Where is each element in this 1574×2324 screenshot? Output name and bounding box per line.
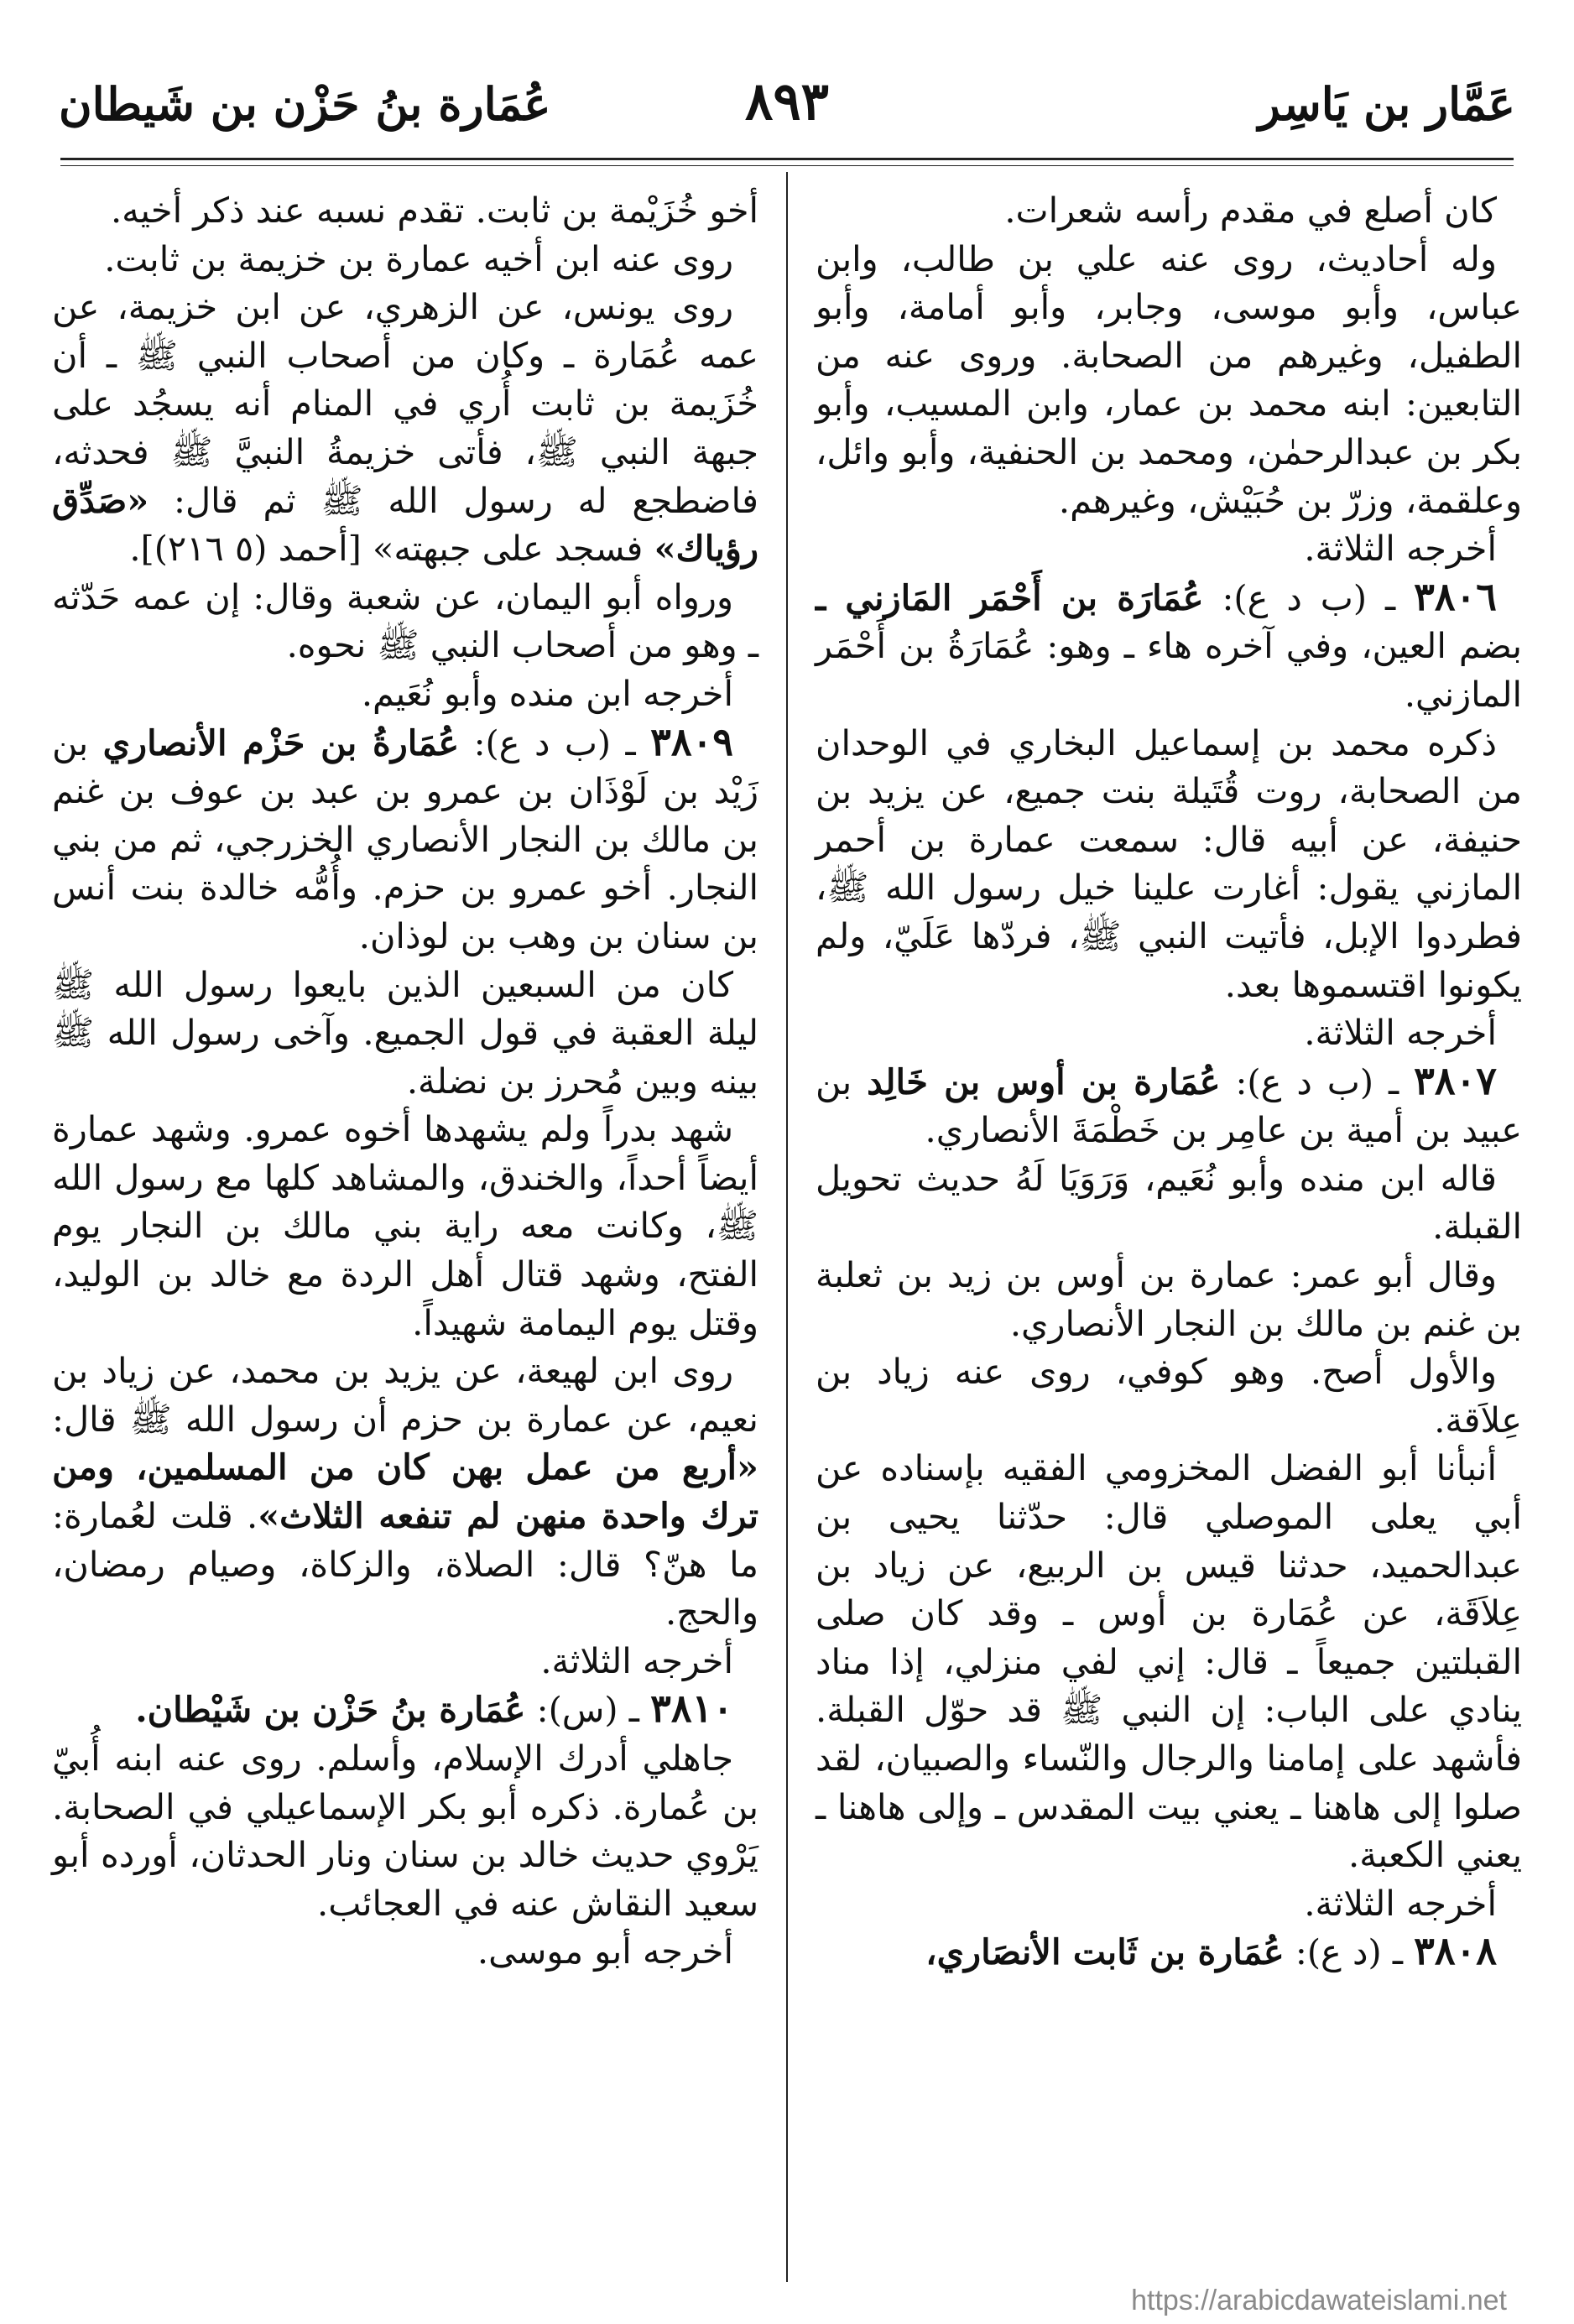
running-title-right: عَمَّار بن يَاسِر [1258,77,1515,131]
watermark-url: https://arabicdawateislami.net [1131,2285,1507,2316]
paragraph: وقال أبو عمر: عمارة بن أوس بن زيد بن ثعلبة بن غنم بن مالك بن النجار الأنصاري. [816,1254,1522,1344]
right-column [816,186,1522,1977]
paragraph: أخرجه الثلاثة. [1304,1012,1497,1054]
entry-paragraph [816,1927,1522,1977]
left-column [52,186,758,1976]
entry-number: ٣٨٠٦ [1414,573,1497,619]
paragraph: أخرجه الثلاثة. [540,1639,733,1681]
entry-name: عُمَارة بن ثَابت الأنصَاري، [925,1931,1285,1973]
header-rule-thick [60,158,1514,160]
paragraph: كان أصلع في مقدم رأسه شعرات. [1004,190,1497,231]
entry-tag: ـ (ب د ع): [1220,1060,1415,1102]
entry-paragraph [52,1685,758,1734]
paragraph: أخرجه ابن منده وأبو نُعَيم. [361,672,733,714]
entry-name: عُمَارة بنُ حَزْن بن شَيْطان. [135,1689,526,1731]
paragraph: كان من السبعين الذين بايعوا رسول الله ﷺ ليلة العقبة في قول الجميع. وآخى رسول الله ﷺ بينه وبين مُحرز بن نضلة. [52,963,758,1102]
paragraph: ورواه أبو اليمان، عن شعبة وقال: إن عمه حَدّثه ـ وهو من أصحاب النبي ﷺ نحوه. [52,576,758,666]
entry-number: ٣٨٠٨ [1414,1928,1497,1974]
entry-tag: ـ (د ع): [1284,1931,1415,1973]
entry-name: عُمَارةُ بن حَزْم الأنصاري [102,722,460,763]
paragraph: وله أحاديث، روى عنه علي بن طالب، وابن عباس، وأبو موسى، وجابر، وأبو أمامة، وأبو الطفيل، وغيرهم من الصحابة. وروى عنه من التابعين: ابنه محمد بن عمار، وابن المسيب، وأبو بكر بن عبدالرحمٰن، ومحمد بن الحنفية، وأبو وائل، وعلقمة، وزرّ بن حُبَيْش، وغيرهم. [816,237,1522,521]
paragraph: أنبأنا أبو الفضل المخزومي الفقيه بإسناده عن أبي يعلى الموصلي قال: حدّثنا يحيى بن عبدالحميد، حدثنا قيس بن الربيع، عن زياد بن عِلاَقَة، عن عُمَارة بن أوس ـ وقد كان صلى القبلتين جميعاً ـ قال: إني لفي منزلي، إذا مناد ينادي على الباب: إن النبي ﷺ قد حوّل القبلة. فأشهد على إمامنا والرجال والنّساء والصبيان، لقد صلوا إلى هاهنا ـ يعني بيت المقدس ـ وإلى هاهنا ـ يعني الكعبة. [816,1447,1522,1876]
entry-tag: ـ (ب د ع): [1203,576,1415,618]
paragraph: والأول أصح. وهو كوفي، روى عنه زياد بن عِلاَقة. [816,1351,1522,1441]
paragraph: أخرجه الثلاثة. [1304,528,1497,570]
paragraph: أخو خُزَيْمة بن ثابت. تقدم نسبه عند ذكر أخيه. [110,190,758,231]
entry-name: عُمَارة بن أوس بن خَالِد [867,1060,1221,1102]
paragraph: جاهلي أدرك الإسلام، وأسلم. روى عنه ابنه أُبيّ بن عُمارة. ذكره أبو بكر الإسماعيلي في الصحابة. يَرْوي حديث خالد بن سنان ونار الحدثان، أورده أبو سعيد النقاش عنه في العجائب. [52,1738,758,1924]
paragraph: أخرجه أبو موسى. [477,1931,733,1972]
header-rule-thin [60,165,1514,166]
page-header [59,70,1515,144]
entry-number: ٣٨٠٧ [1414,1057,1497,1103]
entry-text: بن عبيد بن أمية بن عامِر بن خَطْمَةَ الأنصاري. [816,1060,1522,1151]
hadith-paragraph [52,1347,758,1637]
paragraph: ذكره محمد بن إسماعيل البخاري في الوحدان من الصحابة، روت قُتَيلة بنت جميع، عن يزيد بن حنيفة، عن أبيه قال: سمعت عمارة بن أحمر المازني يقول: أغارت علينا خيل رسول الله ﷺ، فطردوا الإبل، فأتيت النبي ﷺ، فردّها عَلَيّ، ولم يكونوا اقتسموها بعد. [816,722,1522,1005]
hadith-after: فسجد على جبهته» [أحمد (٥ ٢١٦)]. [129,528,654,570]
hadith-quote: «صَدِّق رؤياك» [52,479,758,570]
running-title-left: عُمَارة بنُ حَزْن بن شَيطان [59,77,551,131]
entry-number: ٣٨٠٩ [650,718,733,764]
paragraph: شهد بدراً ولم يشهدها أخوه عمرو. وشهد عمارة أيضاً أحداً، والخندق، والمشاهد كلها مع رسول الله ﷺ، وكانت معه راية بني مالك بن النجار يوم الفتح، وشهد قتال أهل الردة مع خالد بن الوليد، وقتل يوم اليمامة شهيداً. [52,1108,758,1343]
entry-paragraph [52,718,758,961]
hadith-intro: روى ابن لهيعة، عن يزيد بن محمد، عن زياد بن نعيم، عن عمارة بن حزم أن رسول الله ﷺ قال: [52,1350,758,1440]
entry-tag: ـ (ب د ع): [459,722,651,763]
column-divider [786,172,788,2282]
page-number: ٨٩٣ [745,70,829,132]
entry-text: بضم العين، وفي آخره هاء ـ وهو: عُمَارَةُ بن أَحْمَر المازني. [816,625,1522,715]
entry-name: عُمَارَة بن أَحْمَر المَازني ـ [816,576,1204,618]
entry-paragraph [816,1057,1522,1154]
entry-tag: ـ (س): [525,1689,651,1731]
paragraph: أخرجه الثلاثة. [1304,1882,1497,1924]
paragraph: روى عنه ابن أخيه عمارة بن خزيمة بن ثابت. [104,237,733,279]
hadith-intro: روى يونس، عن الزهري، عن ابن خزيمة، عن عمه عُمَارة ـ وكان من أصحاب النبي ﷺ ـ أن خُزَيمة بن ثابت أُري في المنام أنه يسجُد على جبهة النبي ﷺ، فأتى خزيمةُ النبيَّ ﷺ فحدثه، فاضطجع له رسول الله ﷺ ثم قال: [52,286,758,521]
entry-number: ٣٨١٠ [650,1686,733,1732]
entry-paragraph [816,573,1522,719]
hadith-after: . قلت لعُمارة: ما هنّ؟ قال: الصلاة، والزكاة، وصيام رمضان، والحج. [52,1495,758,1634]
entry-text: بن زَيْد بن لَوْذَان بن عمرو بن عبد بن عوف بن غنم بن مالك بن النجار الأنصاري الخزرجي، ثم من بني النجار. أخو عمرو بن حزم. وأُمُّه خالدة بنت أنس بن سنان بن وهب بن لوذان. [52,722,758,956]
paragraph: قاله ابن منده وأبو نُعَيم، وَرَوَيَا لَهُ حديث تحويل القبلة. [816,1157,1522,1248]
hadith-quote: «أربع من عمل بهن كان من المسلمين، ومن ترك واحدة منهن لم تنفعه الثلاث» [52,1446,758,1537]
hadith-paragraph [52,283,758,573]
